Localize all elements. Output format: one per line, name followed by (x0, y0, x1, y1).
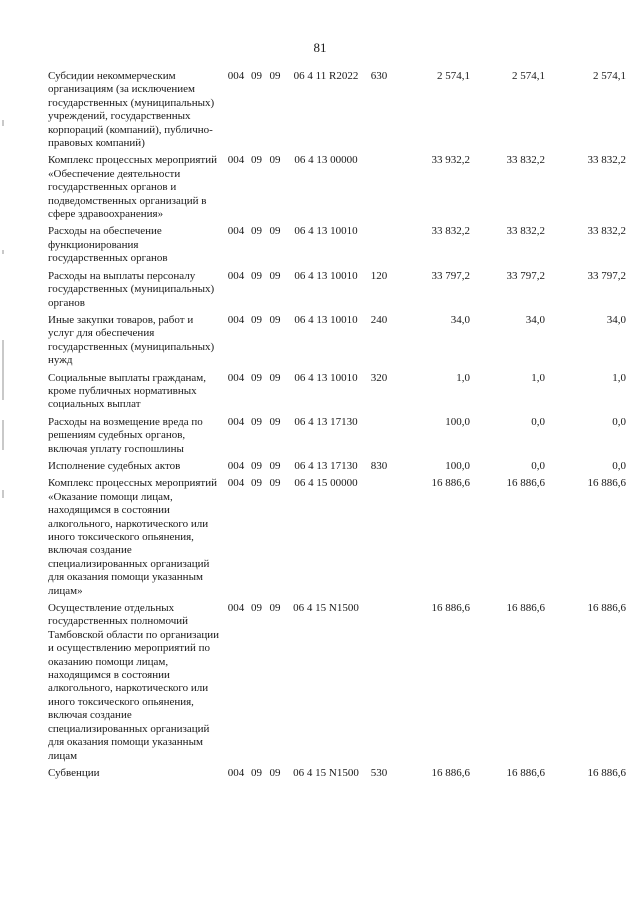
amount-year-3: 2 574,1 (593, 70, 626, 82)
amount-year-3: 33 832,2 (587, 225, 626, 238)
target-article-code: 06 4 13 10010 (294, 225, 358, 238)
section-code: 09 (251, 269, 262, 282)
subsection-code: 09 (269, 154, 281, 167)
ministry-code: 004 (227, 269, 245, 282)
expense-type-code: 240 (370, 313, 388, 326)
table-row (48, 477, 626, 602)
section-code: 09 (251, 477, 262, 490)
row-name: Осуществление отдельных государственных полномочий Тамбовской области по организации и осуществлению мероприятий по оказанию помощи лицам, находящимся в состоянии алкогольного, наркотического или иного токсического опьянения, включая создание специализированных организаций для оказания помощи указанным лицам (48, 602, 220, 762)
amount-year-1: 100,0 (445, 459, 470, 472)
amount-year-2: 2 574,1 (512, 70, 545, 82)
target-article-code: 06 4 13 17130 (294, 415, 358, 428)
row-name: Исполнение судебных актов (48, 459, 181, 472)
section-code: 09 (251, 154, 262, 167)
amount-year-1: 33 797,2 (431, 269, 470, 282)
row-name: Расходы на выплаты персоналу государственных (муниципальных) органов (48, 269, 215, 309)
amount-year-2: 1,0 (531, 371, 545, 384)
amount-year-2: 33 832,2 (506, 154, 545, 167)
table-row (48, 767, 626, 784)
ministry-code: 004 (227, 225, 245, 238)
amount-year-2: 16 886,6 (506, 766, 545, 779)
section-code: 09 (251, 766, 262, 779)
expense-type-code (367, 225, 391, 269)
amount-year-1: 33 832,2 (431, 225, 470, 238)
ministry-code: 004 (227, 459, 245, 472)
row-name: Субсидии некоммерческим организациям (за исключением государственных (муниципальных) учреждений, государственных корпораций (компаний), публично-правовых компаний) (48, 70, 215, 150)
target-article-code: 06 4 13 00000 (294, 154, 358, 167)
table-row (48, 460, 626, 477)
expense-type-code: 830 (370, 459, 388, 472)
subsection-code: 09 (269, 313, 281, 326)
target-article-code: 06 4 13 17130 (294, 459, 358, 472)
table-row (48, 154, 626, 225)
amount-year-3: 34,0 (606, 313, 626, 326)
row-name: Расходы на возмещение вреда по решениям судебных органов, включая уплату госпошлины (48, 415, 203, 455)
amount-year-3: 0,0 (612, 415, 626, 428)
target-article-code: 06 4 15 00000 (294, 477, 358, 490)
target-article-code: 06 4 13 10010 (294, 269, 358, 282)
amount-year-2: 0,0 (531, 459, 545, 472)
subsection-code: 09 (269, 225, 281, 238)
page-number: 81 (313, 40, 327, 55)
amount-year-2: 34,0 (525, 313, 545, 326)
target-article-code: 06 4 11 R2022 (293, 70, 359, 82)
table-row (48, 314, 626, 372)
table-row (48, 416, 626, 460)
expense-type-code (367, 154, 391, 225)
section-code: 09 (251, 602, 262, 615)
row-name: Комплекс процессных мероприятий «Оказание помощи лицам, находящимся в состоянии алкогольного, наркотического или иного токсического опьянения, включая создание специализированных организаций для оказания помощи указанным лицам» (48, 477, 217, 597)
target-article-code: 06 4 15 N1500 (293, 602, 359, 615)
amount-year-2: 33 832,2 (506, 225, 545, 238)
target-article-code: 06 4 13 10010 (294, 371, 358, 384)
amount-year-3: 33 797,2 (587, 269, 626, 282)
section-code: 09 (251, 415, 262, 428)
row-name: Субвенции (48, 766, 100, 779)
expense-type-code: 320 (370, 371, 388, 384)
amount-year-1: 33 932,2 (431, 154, 470, 167)
subsection-code: 09 (269, 459, 281, 472)
amount-year-3: 1,0 (612, 371, 626, 384)
amount-year-1: 1,0 (456, 371, 470, 384)
amount-year-1: 16 886,6 (431, 602, 470, 615)
amount-year-2: 0,0 (531, 415, 545, 428)
row-name: Иные закупки товаров, работ и услуг для обеспечения государственных (муниципальных) нужд (48, 313, 215, 367)
section-code: 09 (251, 459, 262, 472)
row-name: Социальные выплаты гражданам, кроме публичных нормативных социальных выплат (48, 371, 206, 411)
subsection-code: 09 (269, 371, 281, 384)
expense-type-code: 530 (370, 766, 388, 779)
section-code: 09 (251, 313, 262, 326)
amount-year-3: 33 832,2 (587, 154, 626, 167)
table-body (48, 70, 626, 784)
ministry-code: 004 (227, 415, 245, 428)
table-row (48, 70, 626, 154)
target-article-code: 06 4 15 N1500 (293, 766, 359, 779)
amount-year-2: 33 797,2 (506, 269, 545, 282)
table-row (48, 270, 626, 314)
ministry-code: 004 (227, 602, 245, 615)
budget-allocation-table (48, 70, 626, 784)
ministry-code: 004 (227, 766, 245, 779)
amount-year-1: 16 886,6 (431, 766, 470, 779)
ministry-code: 004 (227, 371, 245, 384)
amount-year-1: 34,0 (450, 313, 470, 326)
expense-type-code: 630 (370, 70, 388, 82)
table-row (48, 372, 626, 416)
ministry-code: 004 (227, 154, 245, 167)
expense-type-code (367, 477, 391, 602)
amount-year-3: 16 886,6 (587, 477, 626, 490)
subsection-code: 09 (269, 602, 281, 615)
amount-year-3: 16 886,6 (587, 766, 626, 779)
expense-type-code (367, 416, 391, 460)
amount-year-1: 100,0 (445, 415, 470, 428)
ministry-code: 004 (227, 70, 245, 82)
amount-year-2: 16 886,6 (506, 477, 545, 490)
expense-type-code: 120 (370, 269, 388, 282)
amount-year-2: 16 886,6 (506, 602, 545, 615)
subsection-code: 09 (269, 415, 281, 428)
expense-type-code (367, 602, 391, 767)
subsection-code: 09 (269, 766, 281, 779)
ministry-code: 004 (227, 313, 245, 326)
target-article-code: 06 4 13 10010 (294, 313, 358, 326)
margin-scan-marks (2, 90, 5, 510)
subsection-code: 09 (269, 269, 281, 282)
ministry-code: 004 (227, 477, 245, 490)
subsection-code: 09 (269, 477, 281, 490)
table-row (48, 602, 626, 767)
table-row (48, 225, 626, 269)
amount-year-1: 2 574,1 (437, 70, 470, 82)
amount-year-3: 0,0 (612, 459, 626, 472)
section-code: 09 (251, 225, 262, 238)
section-code: 09 (251, 371, 262, 384)
row-name: Комплекс процессных мероприятий «Обеспечение деятельности государственных органов и подведомственных организаций в сфере здравоохранения» (48, 154, 217, 221)
row-name: Расходы на обеспечение функционирования государственных органов (48, 225, 168, 265)
subsection-code: 09 (269, 70, 281, 82)
amount-year-3: 16 886,6 (587, 602, 626, 615)
section-code: 09 (251, 70, 262, 82)
amount-year-1: 16 886,6 (431, 477, 470, 490)
